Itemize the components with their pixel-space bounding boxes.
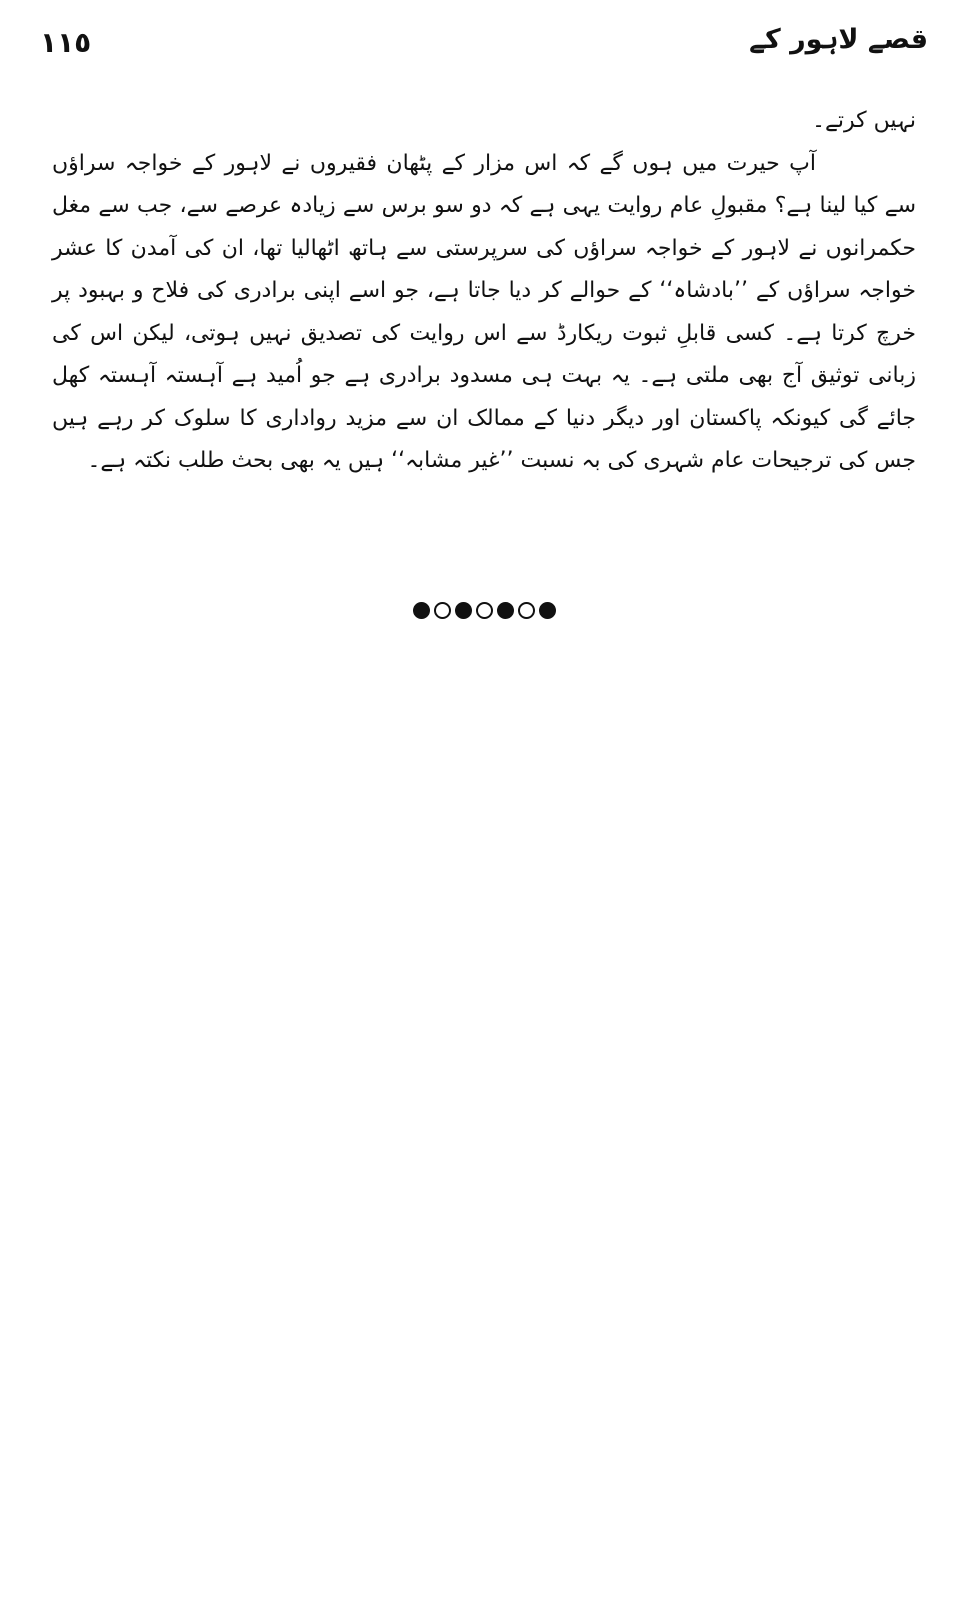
filled-dot-icon xyxy=(455,602,472,619)
continuation-line: نہیں کرتے۔ xyxy=(812,108,916,133)
section-end-ornament xyxy=(0,600,968,619)
hollow-dot-icon xyxy=(518,602,535,619)
body-text xyxy=(52,100,916,483)
main-paragraph: آپ حیرت میں ہوں گے کہ اس مزار کے پٹھان فقیروں نے لاہور کے خواجہ سراؤں سے کیا لینا ہے؟ مقبولِ عام روایت یہی ہے کہ دو سو برس سے زیادہ عرصے سے، جب سے مغل حکمرانوں نے لاہور کے خواجہ سراؤں کی سرپرستی سے ہاتھ اٹھالیا تھا، ان کی آمدن کا عشر خواجہ سراؤں کے ’’بادشاہ‘‘ کے حوالے کر دیا جاتا ہے، جو اسے اپنی برادری کی فلاح و بہبود پر خرچ کرتا ہے۔ کسی قابلِ ثبوت ریکارڈ سے اس روایت کی تصدیق نہیں ہوتی، لیکن اس کی زبانی توثیق آج بھی ملتی ہے۔ یہ بہت ہی مسدود برادری ہے جو اُمید ہے آہستہ آہستہ کھل جائے گی کیونکہ پاکستان اور دیگر دنیا کے ممالک ان سے مزید رواداری کا سلوک کر رہے ہیں جس کی ترجیحات عام شہری کی بہ نسبت ’’غیر مشابہ‘‘ ہیں یہ بھی بحث طلب نکتہ ہے۔ xyxy=(52,150,916,473)
filled-dot-icon xyxy=(497,602,514,619)
page-header xyxy=(40,22,928,72)
filled-dot-icon xyxy=(539,602,556,619)
hollow-dot-icon xyxy=(476,602,493,619)
hollow-dot-icon xyxy=(434,602,451,619)
running-title: قصے لاہور کے xyxy=(749,24,928,55)
page-number: ١١٥ xyxy=(40,26,92,59)
filled-dot-icon xyxy=(413,602,430,619)
